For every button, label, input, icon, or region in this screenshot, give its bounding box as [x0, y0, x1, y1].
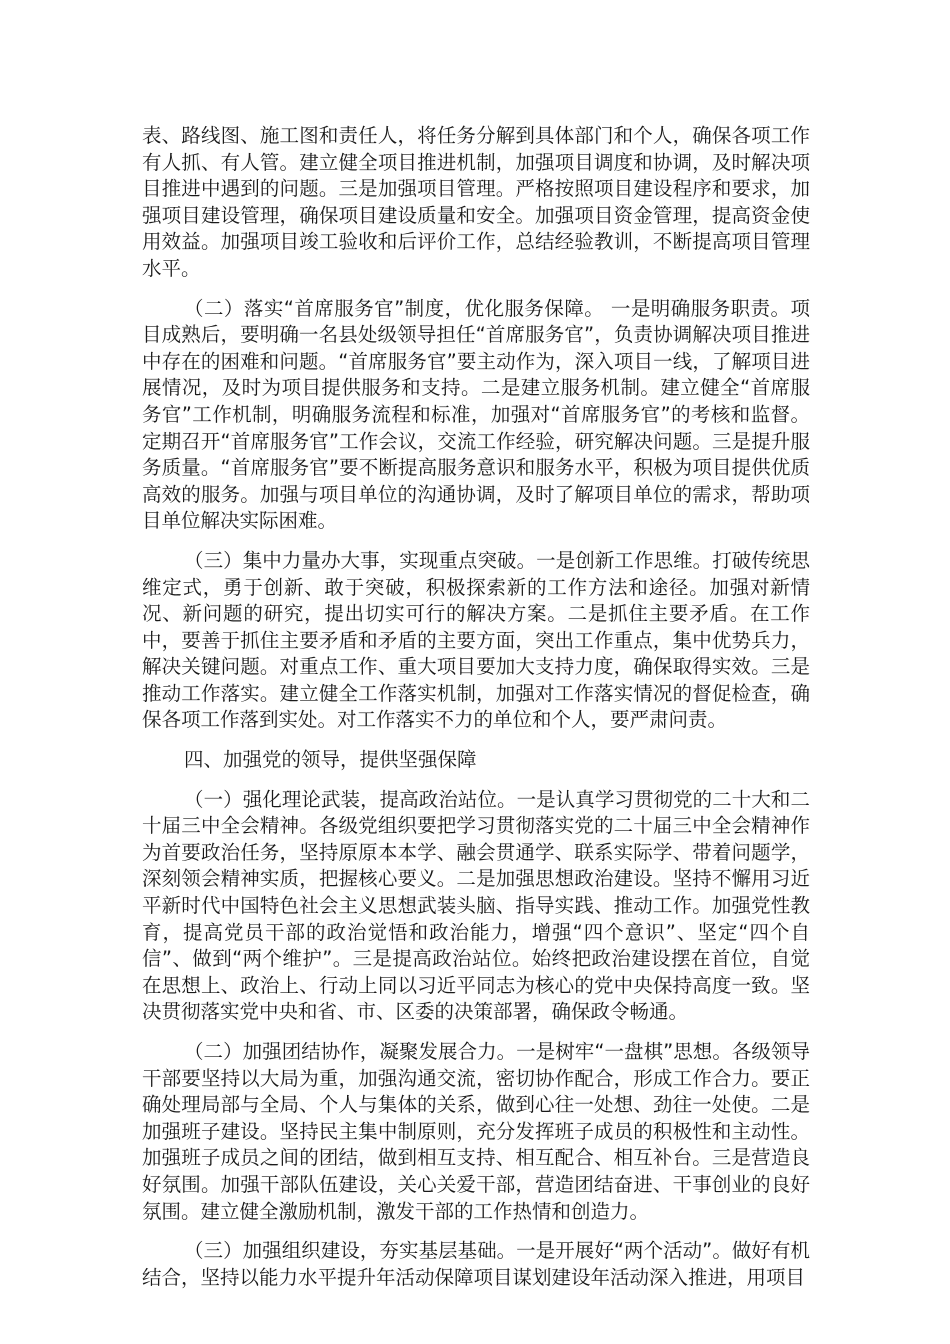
paragraph-chief-service-officer: （二）落实“首席服务官”制度，优化服务保障。 一是明确服务职责。项目成熟后，要明确一名县处级领导担任“首席服务官”，负责协调解决项目推进中存在的困难和问题。“首席服务官”要主动作为，深入项目一线，了解项目进展情况，及时为项目提供服务和支持。二是建立服务机制。建立健全“首席服务官”工作机制，明确服务流程和标准，加强对“首席服务官”的考核和监督。定期召开“首席服务官”工作会议，交流工作经验，研究解决问题。三是提升服务质量。“首席服务官”要不断提高服务意识和服务水平，积极为项目提供优质高效的服务。加强与项目单位的沟通协调，及时了解项目单位的需求，帮助项目单位解决实际困难。	[142, 296, 810, 533]
section-heading-party-leadership: 四、加强党的领导，提供坚强保障	[184, 748, 477, 772]
paragraph-organization-building: （三）加强组织建设，夯实基层基础。一是开展好“两个活动”。做好有机结合，坚持以能力水平提升年活动保障项目谋划建设年活动深入推进，用项目	[142, 1239, 810, 1289]
paragraph-theory-armament: （一）强化理论武装，提高政治站位。一是认真学习贯彻党的二十大和二十届三中全会精神。各级党组织要把学习贯彻落实党的二十届三中全会精神作为首要政治任务，坚持原原本本学、融会贯通学、联系实际学、带着问题学，深刻领会精神实质，把握核心要义。二是加强思想政治建设。坚持不懈用习近平新时代中国特色社会主义思想武装头脑、指导实践、推动工作。加强党性教育，提高党员干部的政治觉悟和政治能力，增强“四个意识”、坚定“四个自信”、做到“两个维护”。三是提高政治站位。始终把政治建设摆在首位，自觉在思想上、政治上、行动上同以习近平同志为核心的党中央保持高度一致。坚决贯彻落实党中央和省、市、区委的决策部署，确保政令畅通。	[142, 787, 810, 1024]
paragraph-concentrate-forces: （三）集中力量办大事，实现重点突破。一是创新工作思维。打破传统思维定式，勇于创新、敢于突破，积极探索新的工作方法和途径。加强对新情况、新问题的研究，提出切实可行的解决方案。二是抓住主要矛盾。在工作中，要善于抓住主要矛盾和矛盾的主要方面，突出工作重点，集中优势兵力，解决关键问题。对重点工作、重大项目要加大支持力度，确保取得实效。三是推动工作落实。建立健全工作落实机制，加强对工作落实情况的督促检查，确保各项工作落到实处。对工作落实不力的单位和个人，要严肃问责。	[142, 548, 810, 732]
paragraph-continuation: 表、路线图、施工图和责任人，将任务分解到具体部门和个人，确保各项工作有人抓、有人管。建立健全项目推进机制，加强项目调度和协调，及时解决项目推进中遇到的问题。三是加强项目管理。严格按照项目建设程序和要求，加强项目建设管理，确保项目建设质量和安全。加强项目资金管理，提高资金使用效益。加强项目竣工验收和后评价工作，总结经验教训，不断提高项目管理水平。	[142, 124, 810, 280]
paragraph-unity-cooperation: （二）加强团结协作，凝聚发展合力。一是树牢“一盘棋”思想。各级领导干部要坚持以大局为重，加强沟通交流，密切协作配合，形成工作合力。要正确处理局部与全局、个人与集体的关系，做到心往一处想、劲往一处使。二是加强班子建设。坚持民主集中制原则，充分发挥班子成员的积极性和主动性。加强班子成员之间的团结，做到相互支持、相互配合、相互补台。三是营造良好氛围。加强干部队伍建设，关心关爱干部，营造团结奋进、干事创业的良好氛围。建立健全激励机制，激发干部的工作热情和创造力。	[142, 1040, 810, 1223]
document-page	[142, 123, 810, 1304]
